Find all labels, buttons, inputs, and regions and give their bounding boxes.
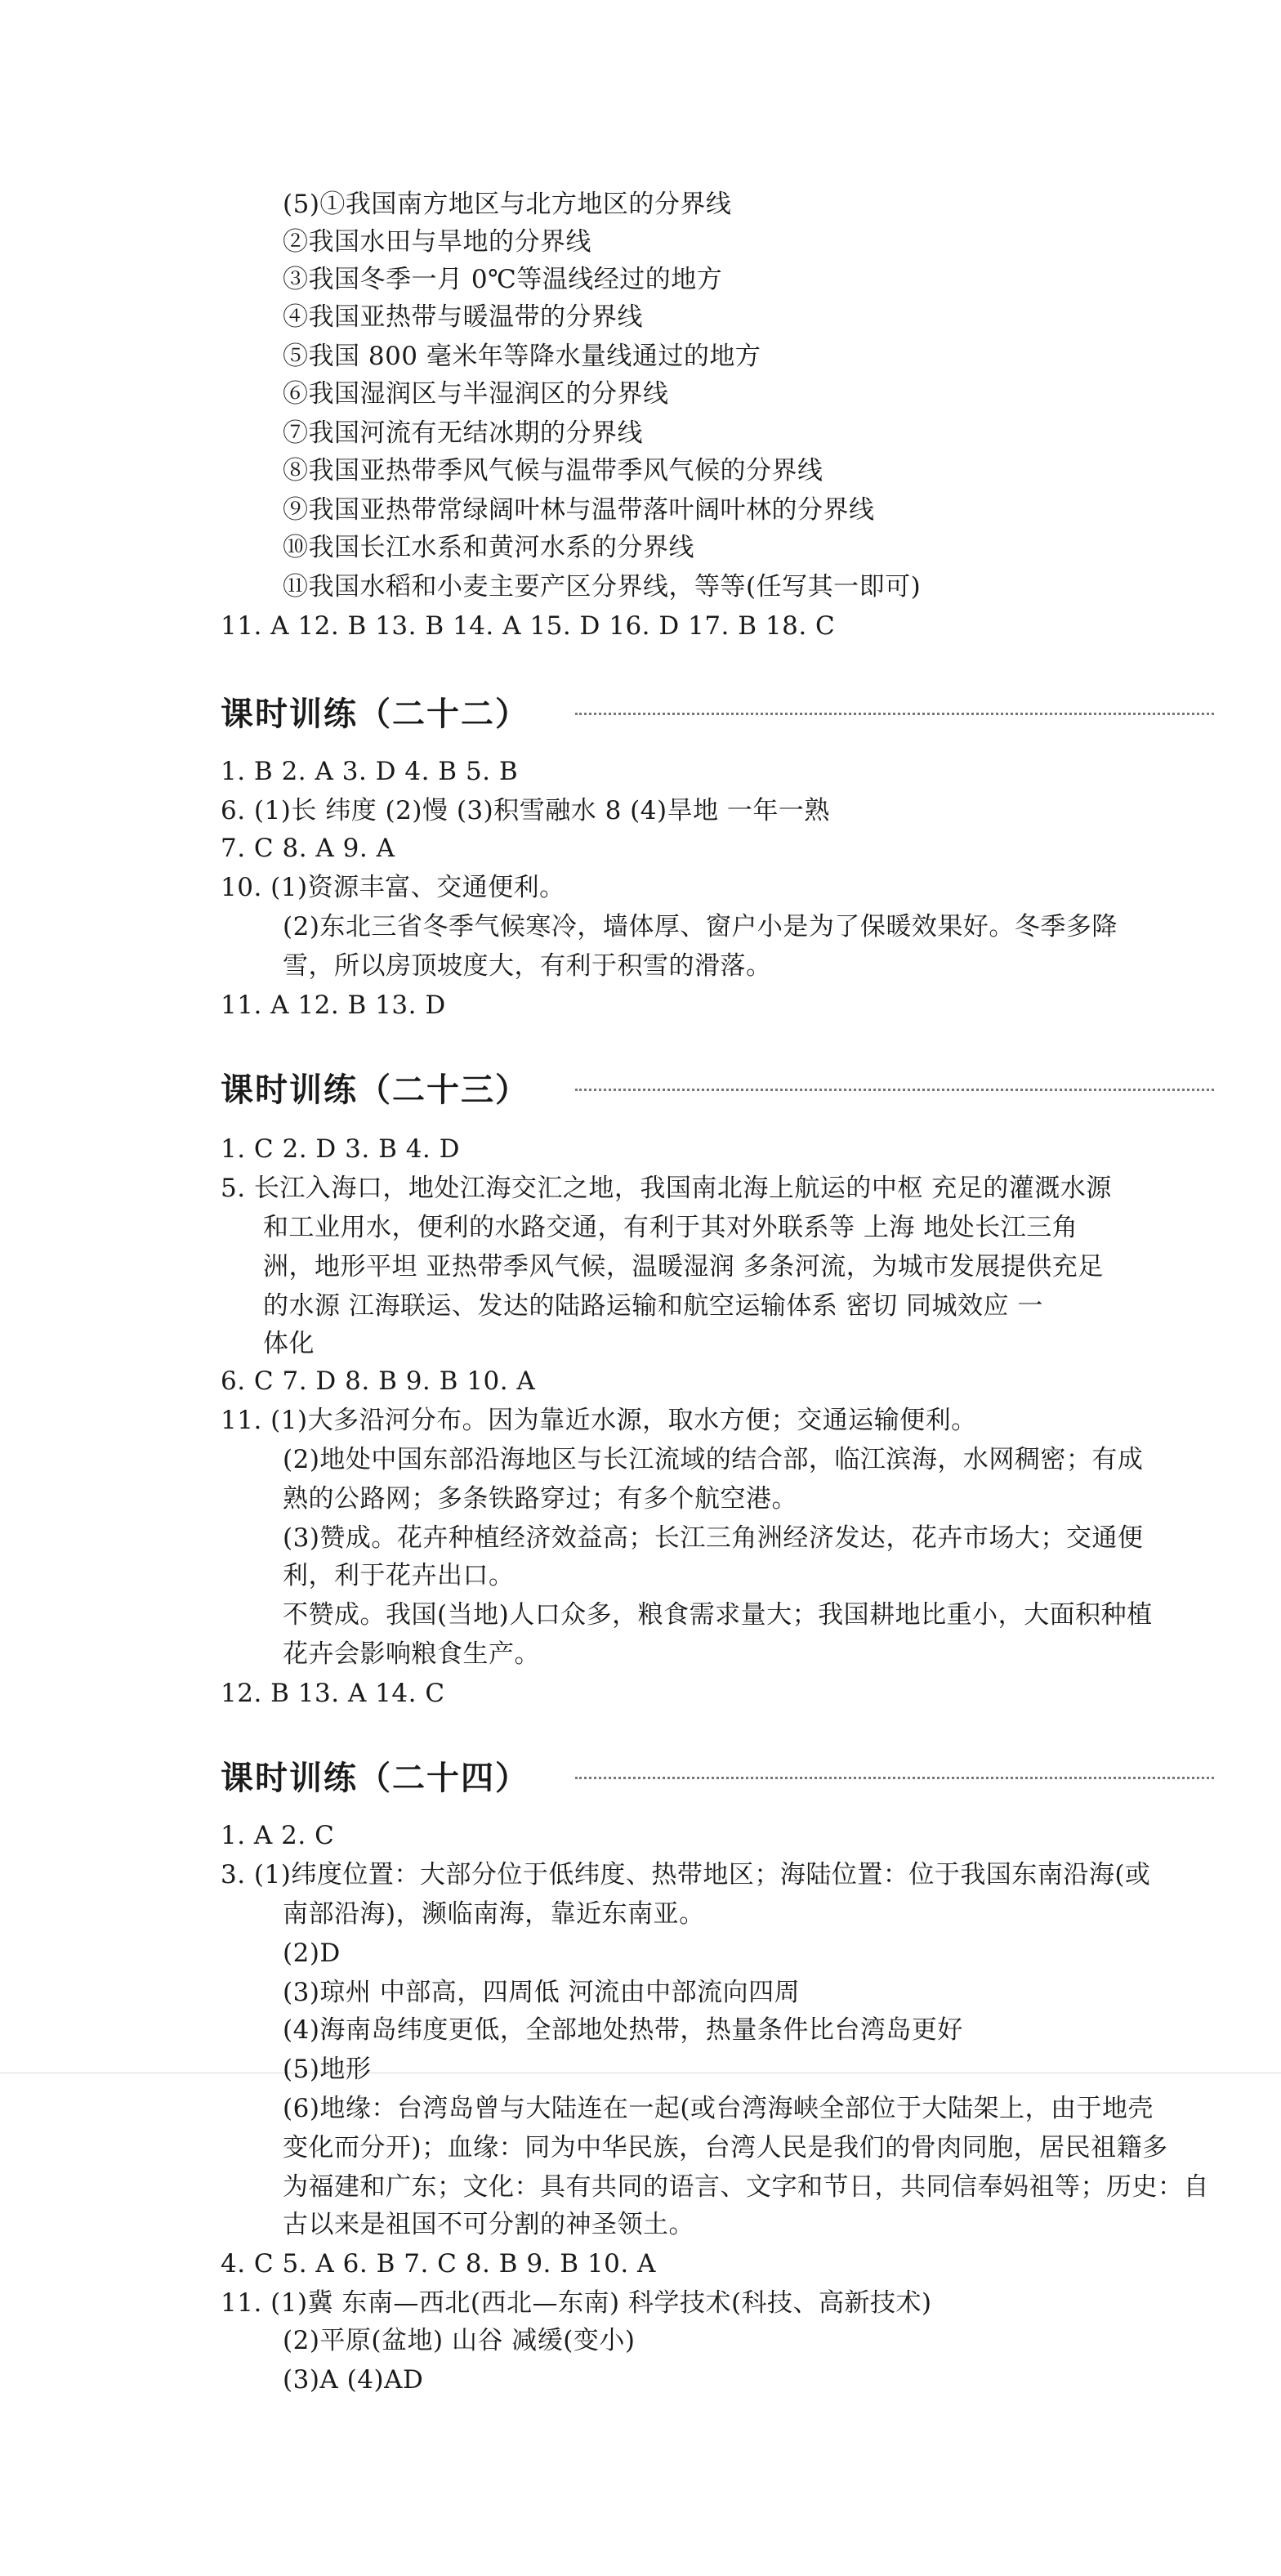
answer-line: 花卉会影响粮食生产。 xyxy=(283,1639,540,1669)
answer-line: 变化而分开)；血缘：同为中华民族，台湾人民是我们的骨肉同胞，居民祖籍多 xyxy=(283,2133,1168,2162)
intro-line: ②我国水田与旱地的分界线 xyxy=(283,227,591,257)
answer-line: (4)海南岛纬度更低，全部地处热带，热量条件比台湾岛更好 xyxy=(283,2015,963,2045)
answer-line: (2)D xyxy=(283,1939,341,1968)
answer-line: 1. A 2. C xyxy=(221,1821,335,1850)
answer-line: 为福建和广东；文化：具有共同的语言、文字和节日，共同信奉妈祖等；历史：自 xyxy=(283,2172,1209,2202)
section-title: 课时训练（二十四） xyxy=(221,1760,529,1797)
answer-line: 1. C 2. D 3. B 4. D xyxy=(221,1134,460,1164)
answer-line: 10. (1)资源丰富、交通便利。 xyxy=(221,873,565,902)
answer-line: 6. (1)长 纬度 (2)慢 (3)积雪融水 8 (4)旱地 一年一熟 xyxy=(221,796,830,825)
intro-line: ⑤我国 800 毫米年等降水量线通过的地方 xyxy=(283,342,761,371)
section-title: 课时训练（二十三） xyxy=(221,1071,529,1109)
intro-line: ⑩我国长江水系和黄河水系的分界线 xyxy=(283,533,694,562)
answer-line: 熟的公路网；多条铁路穿过；有多个航空港。 xyxy=(283,1484,797,1514)
answer-line: (3)琼州 中部高，四周低 河流由中部流向四周 xyxy=(283,1978,801,2007)
answer-line: 11. A 12. B 13. D xyxy=(221,991,446,1020)
answer-line: 1. B 2. A 3. D 4. B 5. B xyxy=(221,757,519,786)
answer-line: 古以来是祖国不可分割的神圣领土。 xyxy=(283,2210,694,2239)
answer-line: (2)东北三省冬季气候寒冷，墙体厚、窗户小是为了保暖效果好。冬季多降 xyxy=(283,912,1118,941)
answer-line: (3)赞成。花卉种植经济效益高；长江三角洲经济发达，花卉市场大；交通便 xyxy=(283,1523,1144,1553)
answer-line: 3. (1)纬度位置：大部分位于低纬度、热带地区；海陆位置：位于我国东南沿海(或 xyxy=(221,1860,1151,1890)
answer-line: 5. 长江入海口，地处江海交汇之地，我国南北海上航运的中枢 充足的灌溉水源 xyxy=(221,1174,1112,1203)
intro-line: ⑧我国亚热带季风气候与温带季风气候的分界线 xyxy=(283,456,824,485)
section-title: 课时训练（二十二） xyxy=(221,695,529,733)
answer-line: 的水源 江海联运、发达的陆路运输和航空运输体系 密切 同城效应 一 xyxy=(263,1291,1043,1321)
answer-line: 11. (1)大多沿河分布。因为靠近水源，取水方便；交通运输便利。 xyxy=(221,1406,977,1435)
answer-line: 洲，地形平坦 亚热带季风气候，温暖湿润 多条河流，为城市发展提供充足 xyxy=(263,1252,1104,1281)
answer-line: (5)地形 xyxy=(283,2055,372,2084)
answer-line: (2)地处中国东部沿海地区与长江流域的结合部，临江滨海，水网稠密；有成 xyxy=(283,1445,1144,1474)
title-dotted-rule xyxy=(575,1089,1214,1091)
intro-line: ⑨我国亚热带常绿阔叶林与温带落叶阔叶林的分界线 xyxy=(283,495,875,525)
intro-line: 11. A 12. B 13. B 14. A 15. D 16. D 17. B 18. C xyxy=(221,611,836,641)
answer-line: 12. B 13. A 14. C xyxy=(221,1679,445,1708)
answer-line: 7. C 8. A 9. A xyxy=(221,834,395,863)
answer-line: 和工业用水，便利的水路交通，有利于其对外联系等 上海 地处长江三角 xyxy=(263,1213,1078,1242)
answer-line: (3)A (4)AD xyxy=(283,2365,424,2395)
answer-line: (6)地缘：台湾岛曾与大陆连在一起(或台湾海峡全部位于大陆架上，由于地壳 xyxy=(283,2094,1154,2123)
intro-line: ④我国亚热带与暖温带的分界线 xyxy=(283,302,643,332)
intro-line: ⑪我国水稻和小麦主要产区分界线，等等(任写其一即可) xyxy=(283,572,922,602)
intro-line: (5)①我国南方地区与北方地区的分界线 xyxy=(283,190,732,219)
intro-line: ⑥我国湿润区与半湿润区的分界线 xyxy=(283,379,669,409)
answer-line: 6. C 7. D 8. B 9. B 10. A xyxy=(221,1366,536,1396)
answer-line: 体化 xyxy=(263,1329,315,1358)
title-dotted-rule xyxy=(575,713,1214,715)
intro-line: ⑦我国河流有无结冰期的分界线 xyxy=(283,418,643,448)
answer-line: (2)平原(盆地) 山谷 减缓(变小) xyxy=(283,2326,636,2355)
answer-line: 11. (1)冀 东南—西北(西北—东南) 科学技术(科技、高新技术) xyxy=(221,2288,932,2318)
answer-line: 利，利于花卉出口。 xyxy=(283,1561,515,1590)
answer-line: 不赞成。我国(当地)人口众多，粮食需求量大；我国耕地比重小，大面积种植 xyxy=(283,1600,1153,1630)
answer-line: 南部沿海)，濒临南海，靠近东南亚。 xyxy=(283,1899,705,1929)
answer-line: 4. C 5. A 6. B 7. C 8. B 9. B 10. A xyxy=(221,2249,656,2279)
title-dotted-rule xyxy=(575,1777,1214,1779)
answer-line: 雪，所以房顶坡度大，有利于积雪的滑落。 xyxy=(283,951,772,981)
intro-line: ③我国冬季一月 0℃等温线经过的地方 xyxy=(283,265,723,294)
